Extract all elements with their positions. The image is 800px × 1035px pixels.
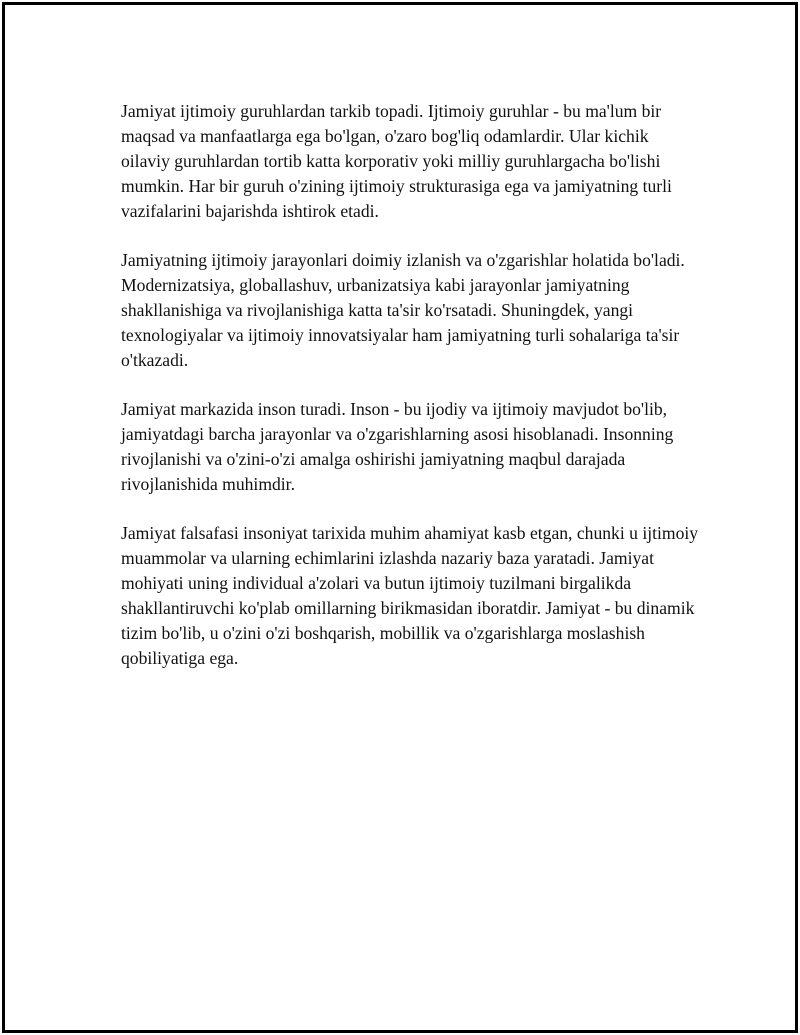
page-frame bbox=[2, 2, 798, 1033]
paragraph-4: Jamiyat falsafasi insoniyat tarixida muhim ahamiyat kasb etgan, chunki u ijtimoiy muammolar va ularning echimlarini izlashda nazariy baza yaratadi. Jamiyat mohiyati uning individual a'zolari va butun ijtimoiy tuzilmani birgalikda shakllantiruvchi ko'plab omillarning birikmasidan iboratdir. Jamiyat - bu dinamik tizim bo'lib, u o'zini o'zi boshqarish, mobillik va o'zgarishlarga moslashish qobiliyatiga ega. bbox=[121, 523, 699, 668]
paragraph-2: Jamiyatning ijtimoiy jarayonlari doimiy izlanish va o'zgarishlar holatida bo'ladi. Modernizatsiya, globallashuv, urbanizatsiya kabi jarayonlar jamiyatning shakllanishiga va rivojlanishiga katta ta'sir ko'rsatadi. Shuningdek, yangi texnologiyalar va ijtimoiy innovatsiyalar ham jamiyatning turli sohalariga ta'sir o'tkazadi. bbox=[121, 250, 685, 370]
paragraph-1: Jamiyat ijtimoiy guruhlardan tarkib topadi. Ijtimoiy guruhlar - bu ma'lum bir maqsad va manfaatlarga ega bo'lgan, o'zaro bog'liq odamlardir. Ular kichik oilaviy guruhlardan tortib katta korporativ yoki milliy guruhlargacha bo'lishi mumkin. Har bir guruh o'zining ijtimoiy strukturasiga ega va jamiyatning turli vazifalarini bajarishda ishtirok etadi. bbox=[121, 101, 672, 221]
document-body bbox=[121, 99, 701, 695]
paragraph-3: Jamiyat markazida inson turadi. Inson - bu ijodiy va ijtimoiy mavjudot bo'lib, jamiyatdagi barcha jarayonlar va o'zgarishlarning asosi hisoblanadi. Insonning rivojlanishi va o'zini-o'zi amalga oshirishi jamiyatning maqbul darajada rivojlanishida muhimdir. bbox=[121, 399, 674, 494]
